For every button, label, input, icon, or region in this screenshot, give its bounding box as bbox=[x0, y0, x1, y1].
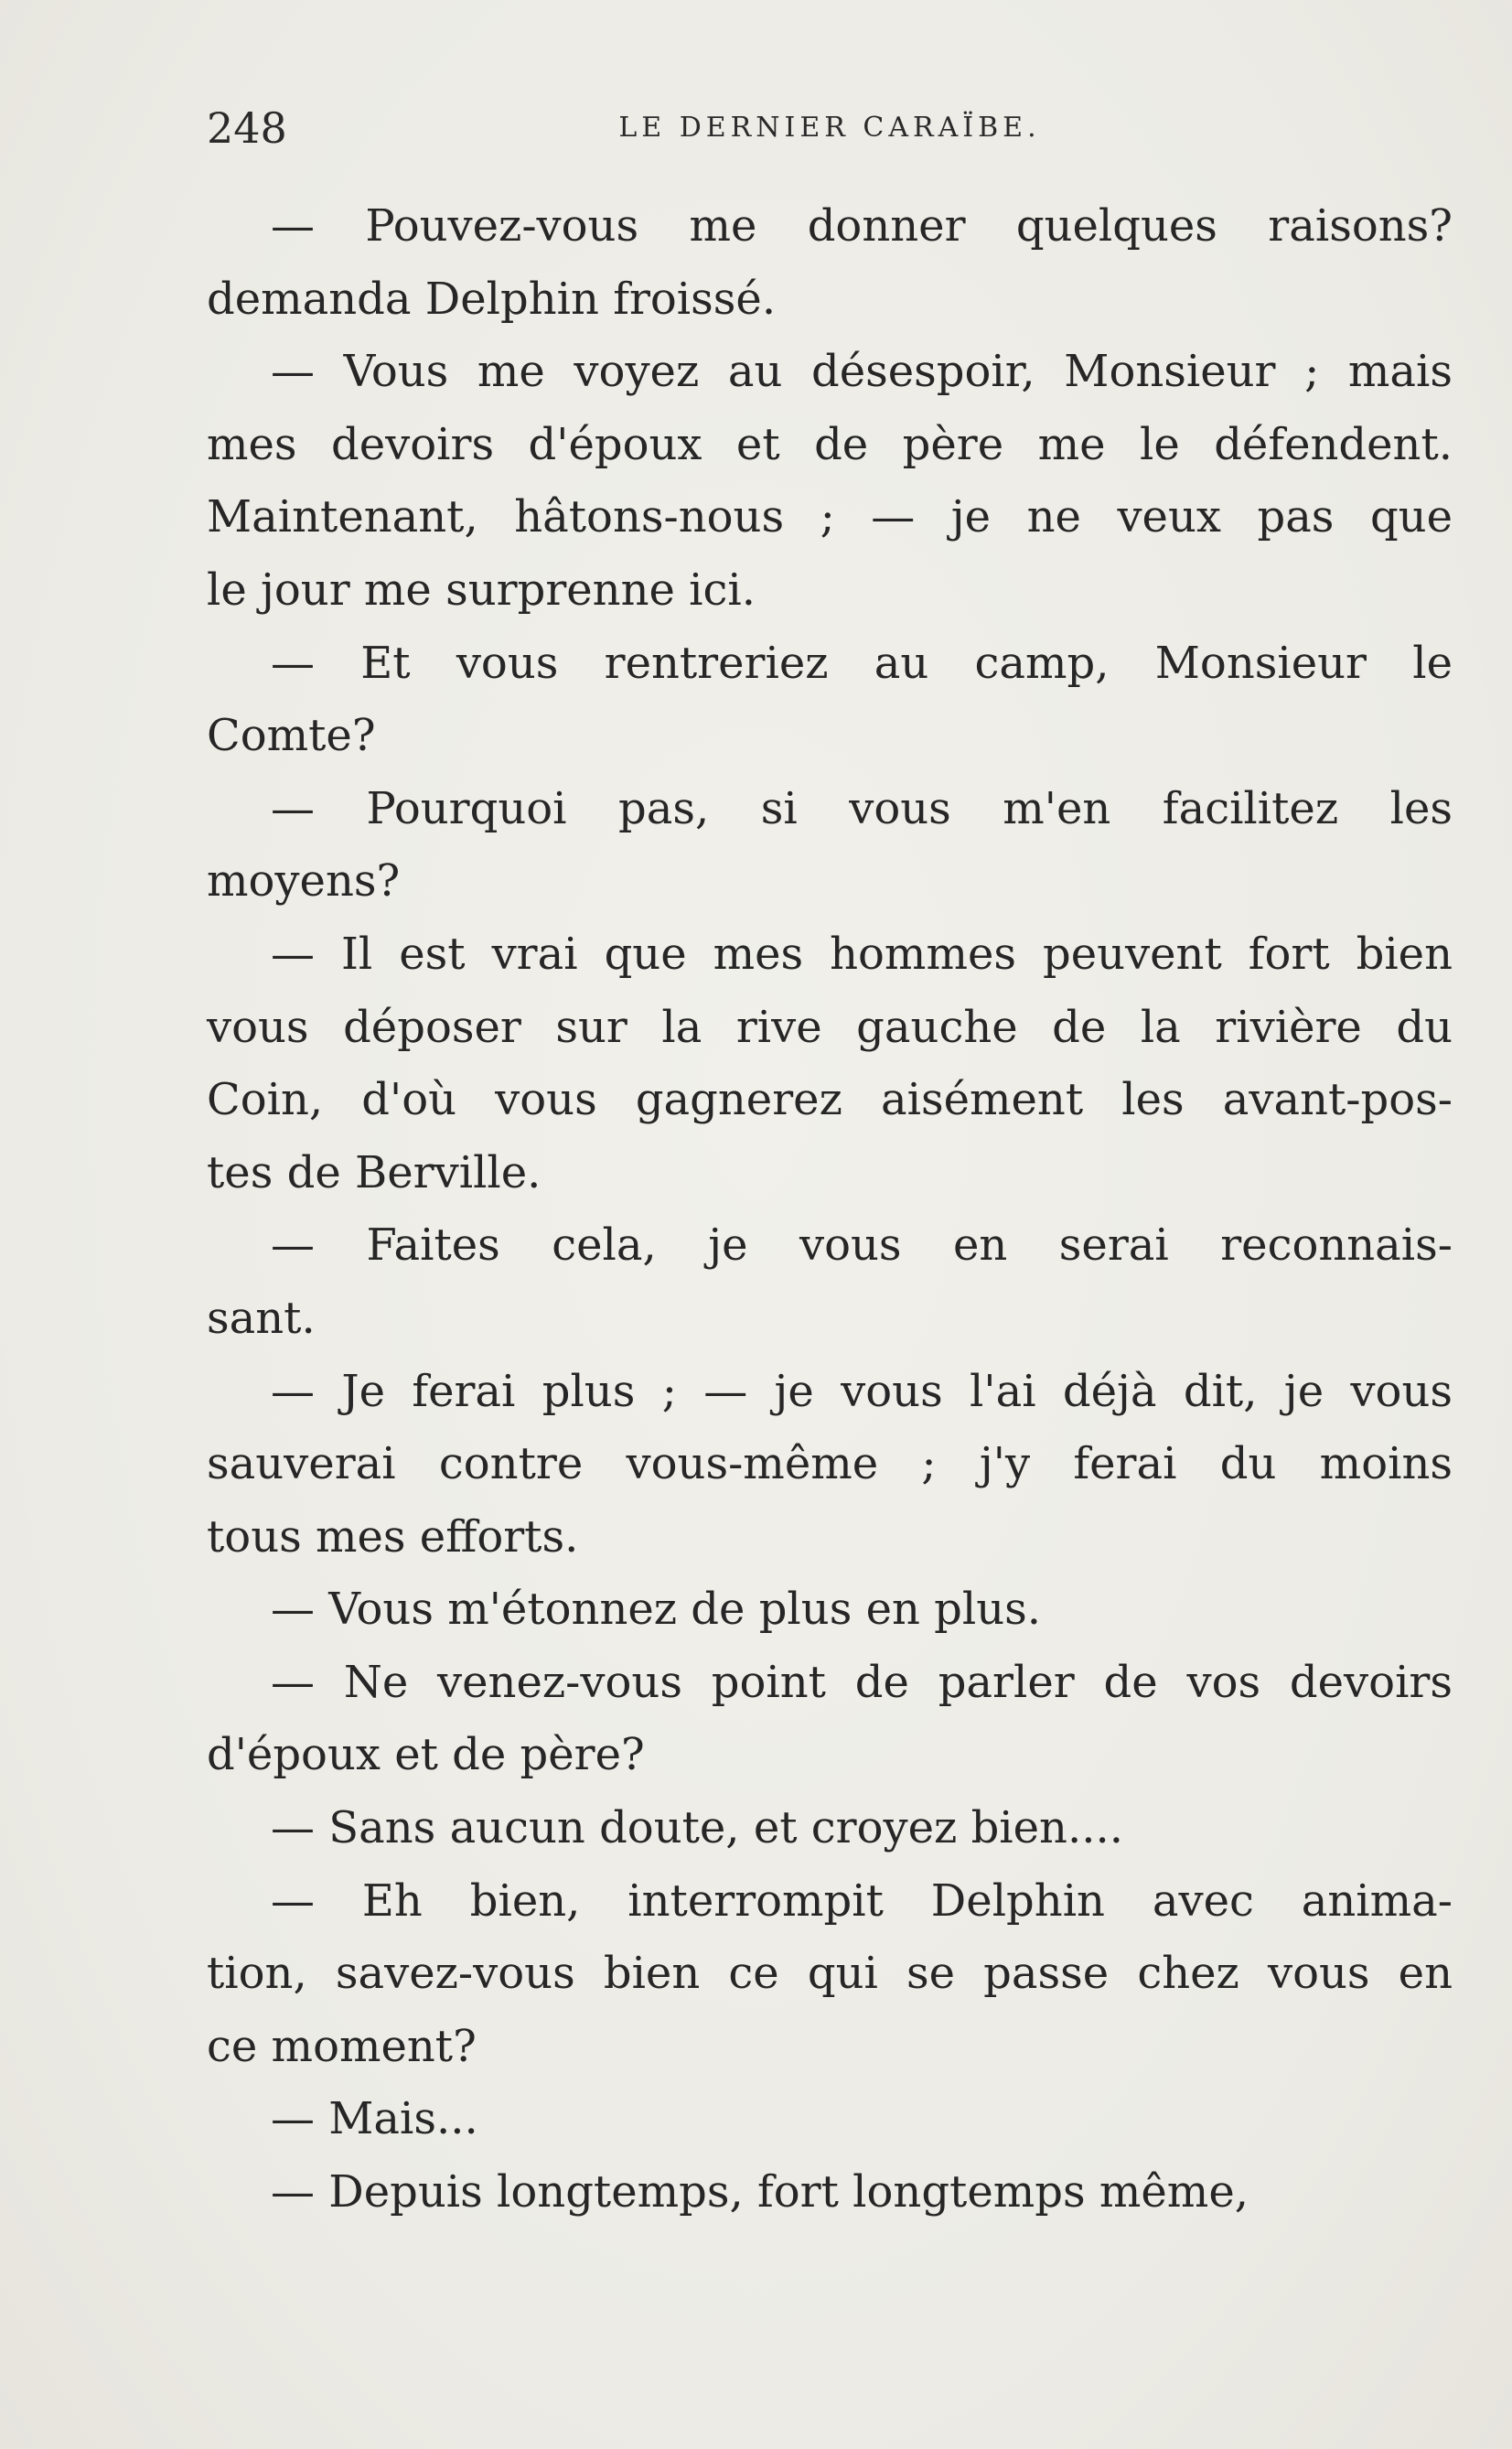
text-line: le jour me surprenne ici. bbox=[207, 564, 756, 616]
text-line: ce moment? bbox=[207, 2020, 477, 2072]
text-line: — Vous me voyez au désespoir, Monsieur ; mais bbox=[271, 346, 1453, 398]
text-line: — Eh bien, interrompit Delphin avec anima- bbox=[271, 1874, 1453, 1927]
text-line: — Et vous rentreriez au camp, Monsieur le bbox=[271, 637, 1453, 689]
page-header bbox=[207, 99, 1453, 157]
text-line: moyens? bbox=[207, 855, 401, 908]
text-line: Maintenant, hâtons-nous ; — je ne veux pas que bbox=[207, 491, 1453, 543]
text-line: demanda Delphin froissé. bbox=[207, 273, 777, 325]
text-line: Comte? bbox=[207, 710, 376, 762]
text-line: tes de Berville. bbox=[207, 1146, 542, 1198]
page-number: 248 bbox=[207, 103, 287, 153]
text-line: — Vous m'étonnez de plus en plus. bbox=[271, 1584, 1042, 1636]
text-line: — Ne venez-vous point de parler de vos devoirs bbox=[271, 1656, 1453, 1708]
text-line: — Je ferai plus ; — je vous l'ai déjà dit, je vous bbox=[271, 1365, 1453, 1417]
text-line: — Depuis longtemps, fort longtemps même, bbox=[271, 2166, 1249, 2218]
text-line: tous mes efforts. bbox=[207, 1510, 579, 1563]
text-line: vous déposer sur la rive gauche de la rivière du bbox=[207, 1001, 1453, 1053]
text-line: sant. bbox=[207, 1292, 316, 1344]
text-line: — Pouvez-vous me donner quelques raisons? bbox=[271, 200, 1453, 252]
text-line: — Sans aucun doute, et croyez bien.... bbox=[271, 1802, 1123, 1854]
text-line: — Il est vrai que mes hommes peuvent fort bien bbox=[271, 928, 1453, 980]
text-line: d'époux et de père? bbox=[207, 1729, 645, 1781]
running-title: LE DERNIER CARAÏBE. bbox=[618, 112, 1041, 144]
text-line: mes devoirs d'époux et de père me le défendent. bbox=[207, 418, 1453, 470]
text-line: sauverai contre vous-même ; j'y ferai du moins bbox=[207, 1438, 1453, 1490]
text-line: tion, savez-vous bien ce qui se passe chez vous en bbox=[207, 1948, 1453, 2000]
text-line: Coin, d'où vous gagnerez aisément les avant-pos- bbox=[207, 1074, 1453, 1126]
text-line: — Faites cela, je vous en serai reconnais- bbox=[271, 1219, 1453, 1272]
text-line: — Mais... bbox=[271, 2093, 478, 2145]
body-text bbox=[207, 190, 1453, 2229]
text-line: — Pourquoi pas, si vous m'en facilitez les bbox=[271, 782, 1453, 834]
